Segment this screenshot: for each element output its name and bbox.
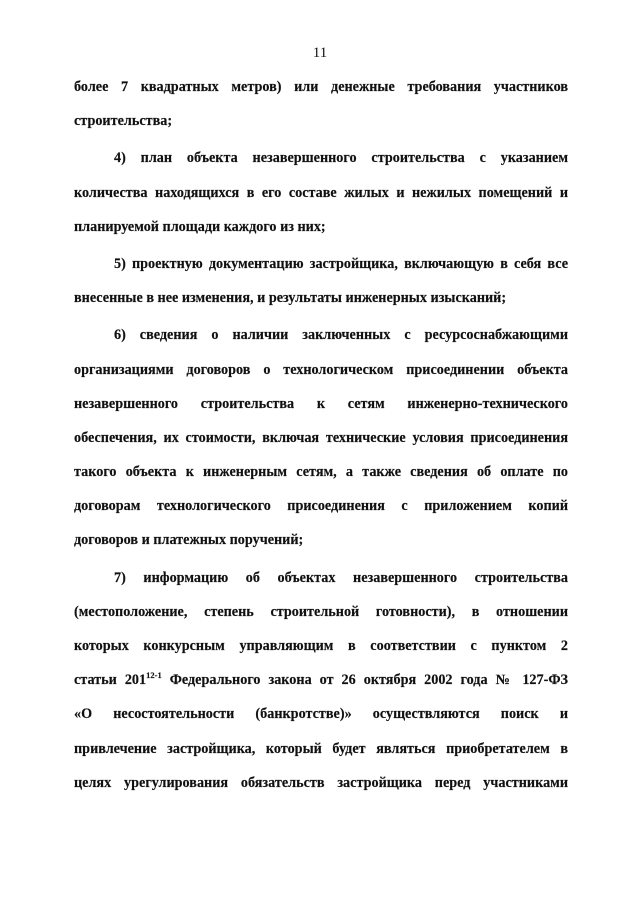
text-line: договоров и платежных поручений; xyxy=(74,532,304,549)
text-line: обеспечения, их стоимости, включая технические условия присоединения xyxy=(74,429,568,446)
text-line: незавершенного строительства к сетям инженерно-технического xyxy=(74,395,568,412)
text-line: более 7 квадратных метров) или денежные требования участников xyxy=(74,79,568,95)
text-line: которых конкурсным управляющим в соответствии с пунктом 2 xyxy=(74,638,568,654)
item-7-line: 7) информацию об объектах незавершенного строительства xyxy=(114,569,568,586)
text-line: (местоположение, степень строительной готовности), в отношении xyxy=(74,603,568,620)
text-line: целях урегулирования обязательств застройщика перед участниками xyxy=(74,774,568,791)
text-line: организациями договоров о технологическом присоединении объекта xyxy=(74,361,568,378)
body-text xyxy=(74,73,568,803)
text-line: такого объекта к инженерным сетям, а также сведения об оплате по xyxy=(74,464,568,481)
text-line: строительства; xyxy=(74,113,173,130)
text-line: планируемой площади каждого из них; xyxy=(74,218,326,235)
text-fragment: Федерального закона от 26 октября 2002 года № 127-ФЗ xyxy=(161,672,568,689)
text-line: договорам технологического присоединения с приложением копий xyxy=(74,498,568,515)
text-line-with-superscript xyxy=(74,666,568,700)
text-line: «О несостоятельности (банкротстве)» осуществляются поиск и xyxy=(74,706,568,723)
text-line: внесенные в нее изменения, и результаты инженерных изысканий; xyxy=(74,290,507,307)
item-4-line: 4) план объекта незавершенного строительства с указанием xyxy=(114,150,568,167)
page-number: 11 xyxy=(312,45,328,61)
superscript: 12-1 xyxy=(146,670,162,681)
text-line: привлечение застройщика, который будет являться приобретателем в xyxy=(74,740,568,757)
text-fragment: статьи 201 xyxy=(74,672,147,689)
text-line: количества находящихся в его составе жилых и нежилых помещений и xyxy=(74,184,568,201)
item-6-line: 6) сведения о наличии заключенных с ресурсоснабжающими xyxy=(114,327,568,344)
item-5-line: 5) проектную документацию застройщика, включающую в себя все xyxy=(114,255,568,272)
